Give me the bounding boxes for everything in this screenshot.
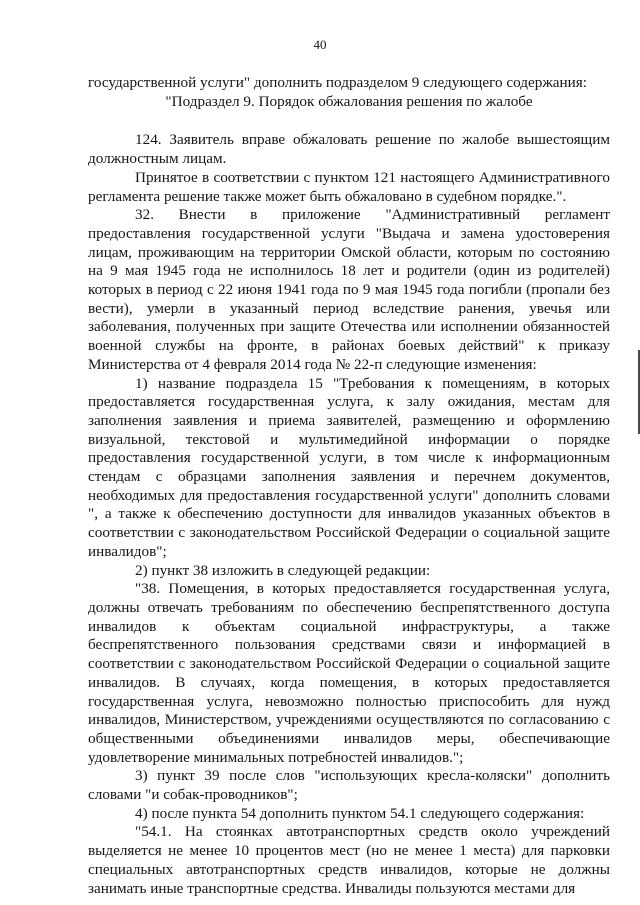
paragraph-1: государственной услуги" дополнить подразделом 9 следующего содержания: [88, 74, 588, 91]
list-item-2: 2) пункт 38 изложить в следующей редакции: [135, 561, 431, 579]
paragraph-appeal: Принятое в соответствии с пунктом 121 настоящего Административного регламента решение также может быть обжаловано в судебном порядке.". [88, 168, 610, 205]
page-number: 40 [313, 37, 327, 52]
paragraph-38: "38. Помещения, в которых предоставляется государственная услуга, должны отвечать требованиям по обеспечению беспрепятственного доступа инвалидов к объектам социальной инфраструктуры, а также беспрепятственного пользования средствами связи и информацией в соответствии с законодательством Российской Федерации о социальной защите инвалидов. В случаях, когда помещения, в которых предоставляется государственная услуга, невозможно полностью приспособить для нужд инвалидов, Министерством, учреждениями осуществляются по согласованию с общественными объединениями инвалидов меры, обеспечивающие удовлетворение минимальных потребностей инвалидов."; [88, 580, 610, 766]
paragraph-54-1: "54.1. На стоянках автотранспортных средств около учреждений выделяется не менее 10 процентов мест (но не менее 1 места) для парковки специальных автотранспортных средств инвалидов, которые не должны занимать иные транспортные средства. Инвалиды пользуются местами для [88, 823, 610, 897]
list-item-1: 1) название подраздела 15 "Требования к помещениям, в которых предоставляется государственная услуга, к залу ожидания, местам для заполнения заявления и приема заявителей, размещению и оформлению визуальной, текстовой и мультимедийной информации о порядке предоставления государственной услуги, в том числе к информационным стендам с образцами заполнения заявления и перечнем документов, необходимых для предоставления государственной услуги" дополнить словами ", а также к обеспечению доступности для инвалидов указанных объектов в соответствии с законодательством Российской Федерации о социальной защите инвалидов"; [88, 374, 610, 560]
document-body [88, 74, 610, 898]
list-item-3: 3) пункт 39 после слов "использующих кресла-коляски" дополнить словами "и собак-проводников"; [88, 767, 610, 804]
paragraph-32: 32. Внести в приложение "Административный регламент предоставления государственной услуги "Выдача и замена удостоверения лицам, проживающим на территории Омской области, которым по состоянию на 9 мая 1945 года не исполнилось 18 лет и родители (один из родителей) которых в период с 22 июня 1941 года по 9 мая 1945 года погибли (пропали без вести), умерли в указанный период вследствие ранения, увечья или заболевания, полученных при защите Отечества или исполнении обязанностей военной службы на фронте, в районах боевых действий" к приказу Министерства от 4 февраля 2014 года № 22-п следующие изменения: [88, 206, 610, 373]
paragraph-124: 124. Заявитель вправе обжаловать решение по жалобе вышестоящим должностным лицам. [88, 131, 610, 168]
subsection-heading: "Подраздел 9. Порядок обжалования решения по жалобе [165, 92, 533, 110]
list-item-4: 4) после пункта 54 дополнить пунктом 54.1 следующего содержания: [135, 804, 585, 822]
